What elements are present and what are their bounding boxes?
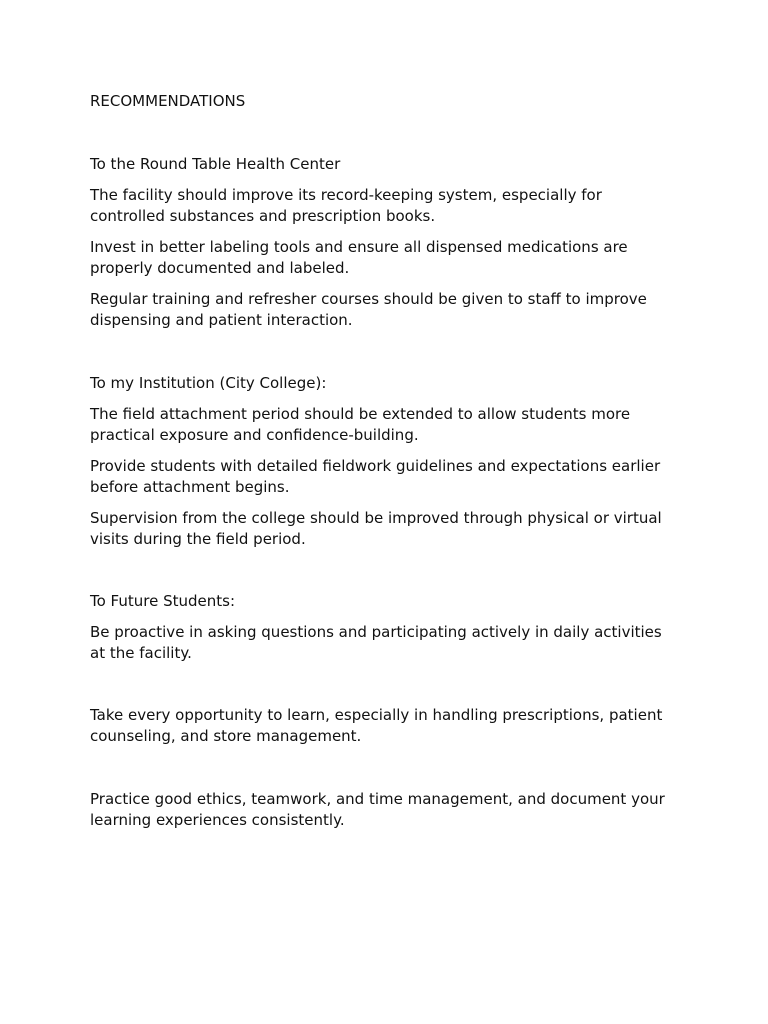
paragraph-good-ethics: Practice good ethics, teamwork, and time management, and document your learning experiences consistently. xyxy=(90,790,665,829)
section-title-institution: To my Institution (City College): xyxy=(90,374,327,392)
paragraph-fieldwork-guidelines: Provide students with detailed fieldwork guidelines and expectations earlier before attachment begins. xyxy=(90,457,661,496)
document-heading: RECOMMENDATIONS xyxy=(90,92,246,110)
paragraph-labeling-tools: Invest in better labeling tools and ensure all dispensed medications are properly documented and labeled. xyxy=(90,238,628,277)
paragraph-attachment-period: The field attachment period should be extended to allow students more practical exposure and confidence-building. xyxy=(90,405,631,444)
section-title-future-students: To Future Students: xyxy=(90,592,236,610)
paragraph-staff-training: Regular training and refresher courses should be given to staff to improve dispensing and patient interaction. xyxy=(90,290,647,329)
section-title-health-center: To the Round Table Health Center xyxy=(90,155,341,173)
paragraph-record-keeping: The facility should improve its record-keeping system, especially for controlled substances and prescription books. xyxy=(90,186,602,225)
paragraph-take-opportunity: Take every opportunity to learn, especially in handling prescriptions, patient counseling, and store management. xyxy=(90,706,663,745)
paragraph-be-proactive: Be proactive in asking questions and participating actively in daily activities at the facility. xyxy=(90,623,662,662)
paragraph-supervision: Supervision from the college should be improved through physical or virtual visits during the field period. xyxy=(90,509,662,548)
